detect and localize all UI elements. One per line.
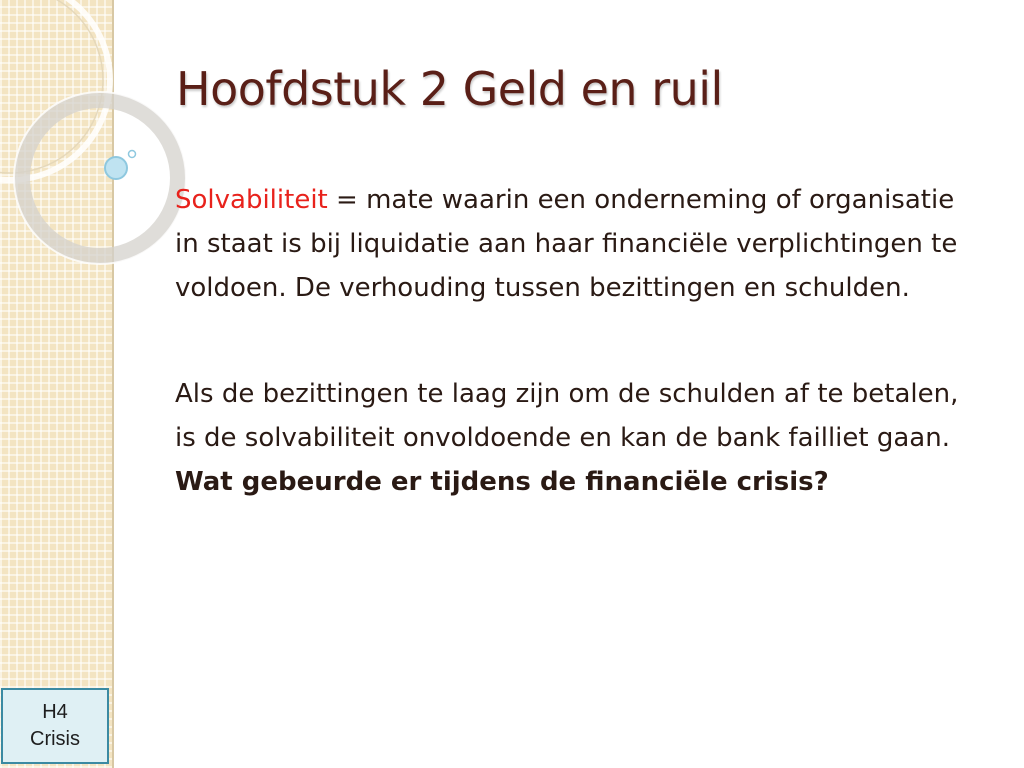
definition-paragraph (175, 178, 985, 310)
chapter-badge[interactable] (1, 688, 109, 764)
explanation-paragraph (175, 372, 985, 504)
definition-term: Solvabiliteit (175, 185, 328, 215)
slide-body (175, 178, 985, 566)
explanation-text: Als de bezittingen te laag zijn om de schulden af te betalen, is de solvabiliteit onvoldoende en kan de bank failliet gaan. (175, 379, 959, 453)
definition-text: = mate waarin een onderneming of organisatie in staat is bij liquidatie aan haar financiële verplichtingen te voldoen. De verhouding tussen bezittingen en schulden. (175, 185, 958, 303)
decorative-circles (0, 0, 160, 260)
slide-title: Hoofdstuk 2 Geld en ruil (176, 62, 723, 116)
badge-line-chapter: H4 (42, 701, 68, 723)
question-text: Wat gebeurde er tijdens de financiële crisis? (175, 467, 829, 497)
badge-line-topic: Crisis (30, 728, 80, 750)
